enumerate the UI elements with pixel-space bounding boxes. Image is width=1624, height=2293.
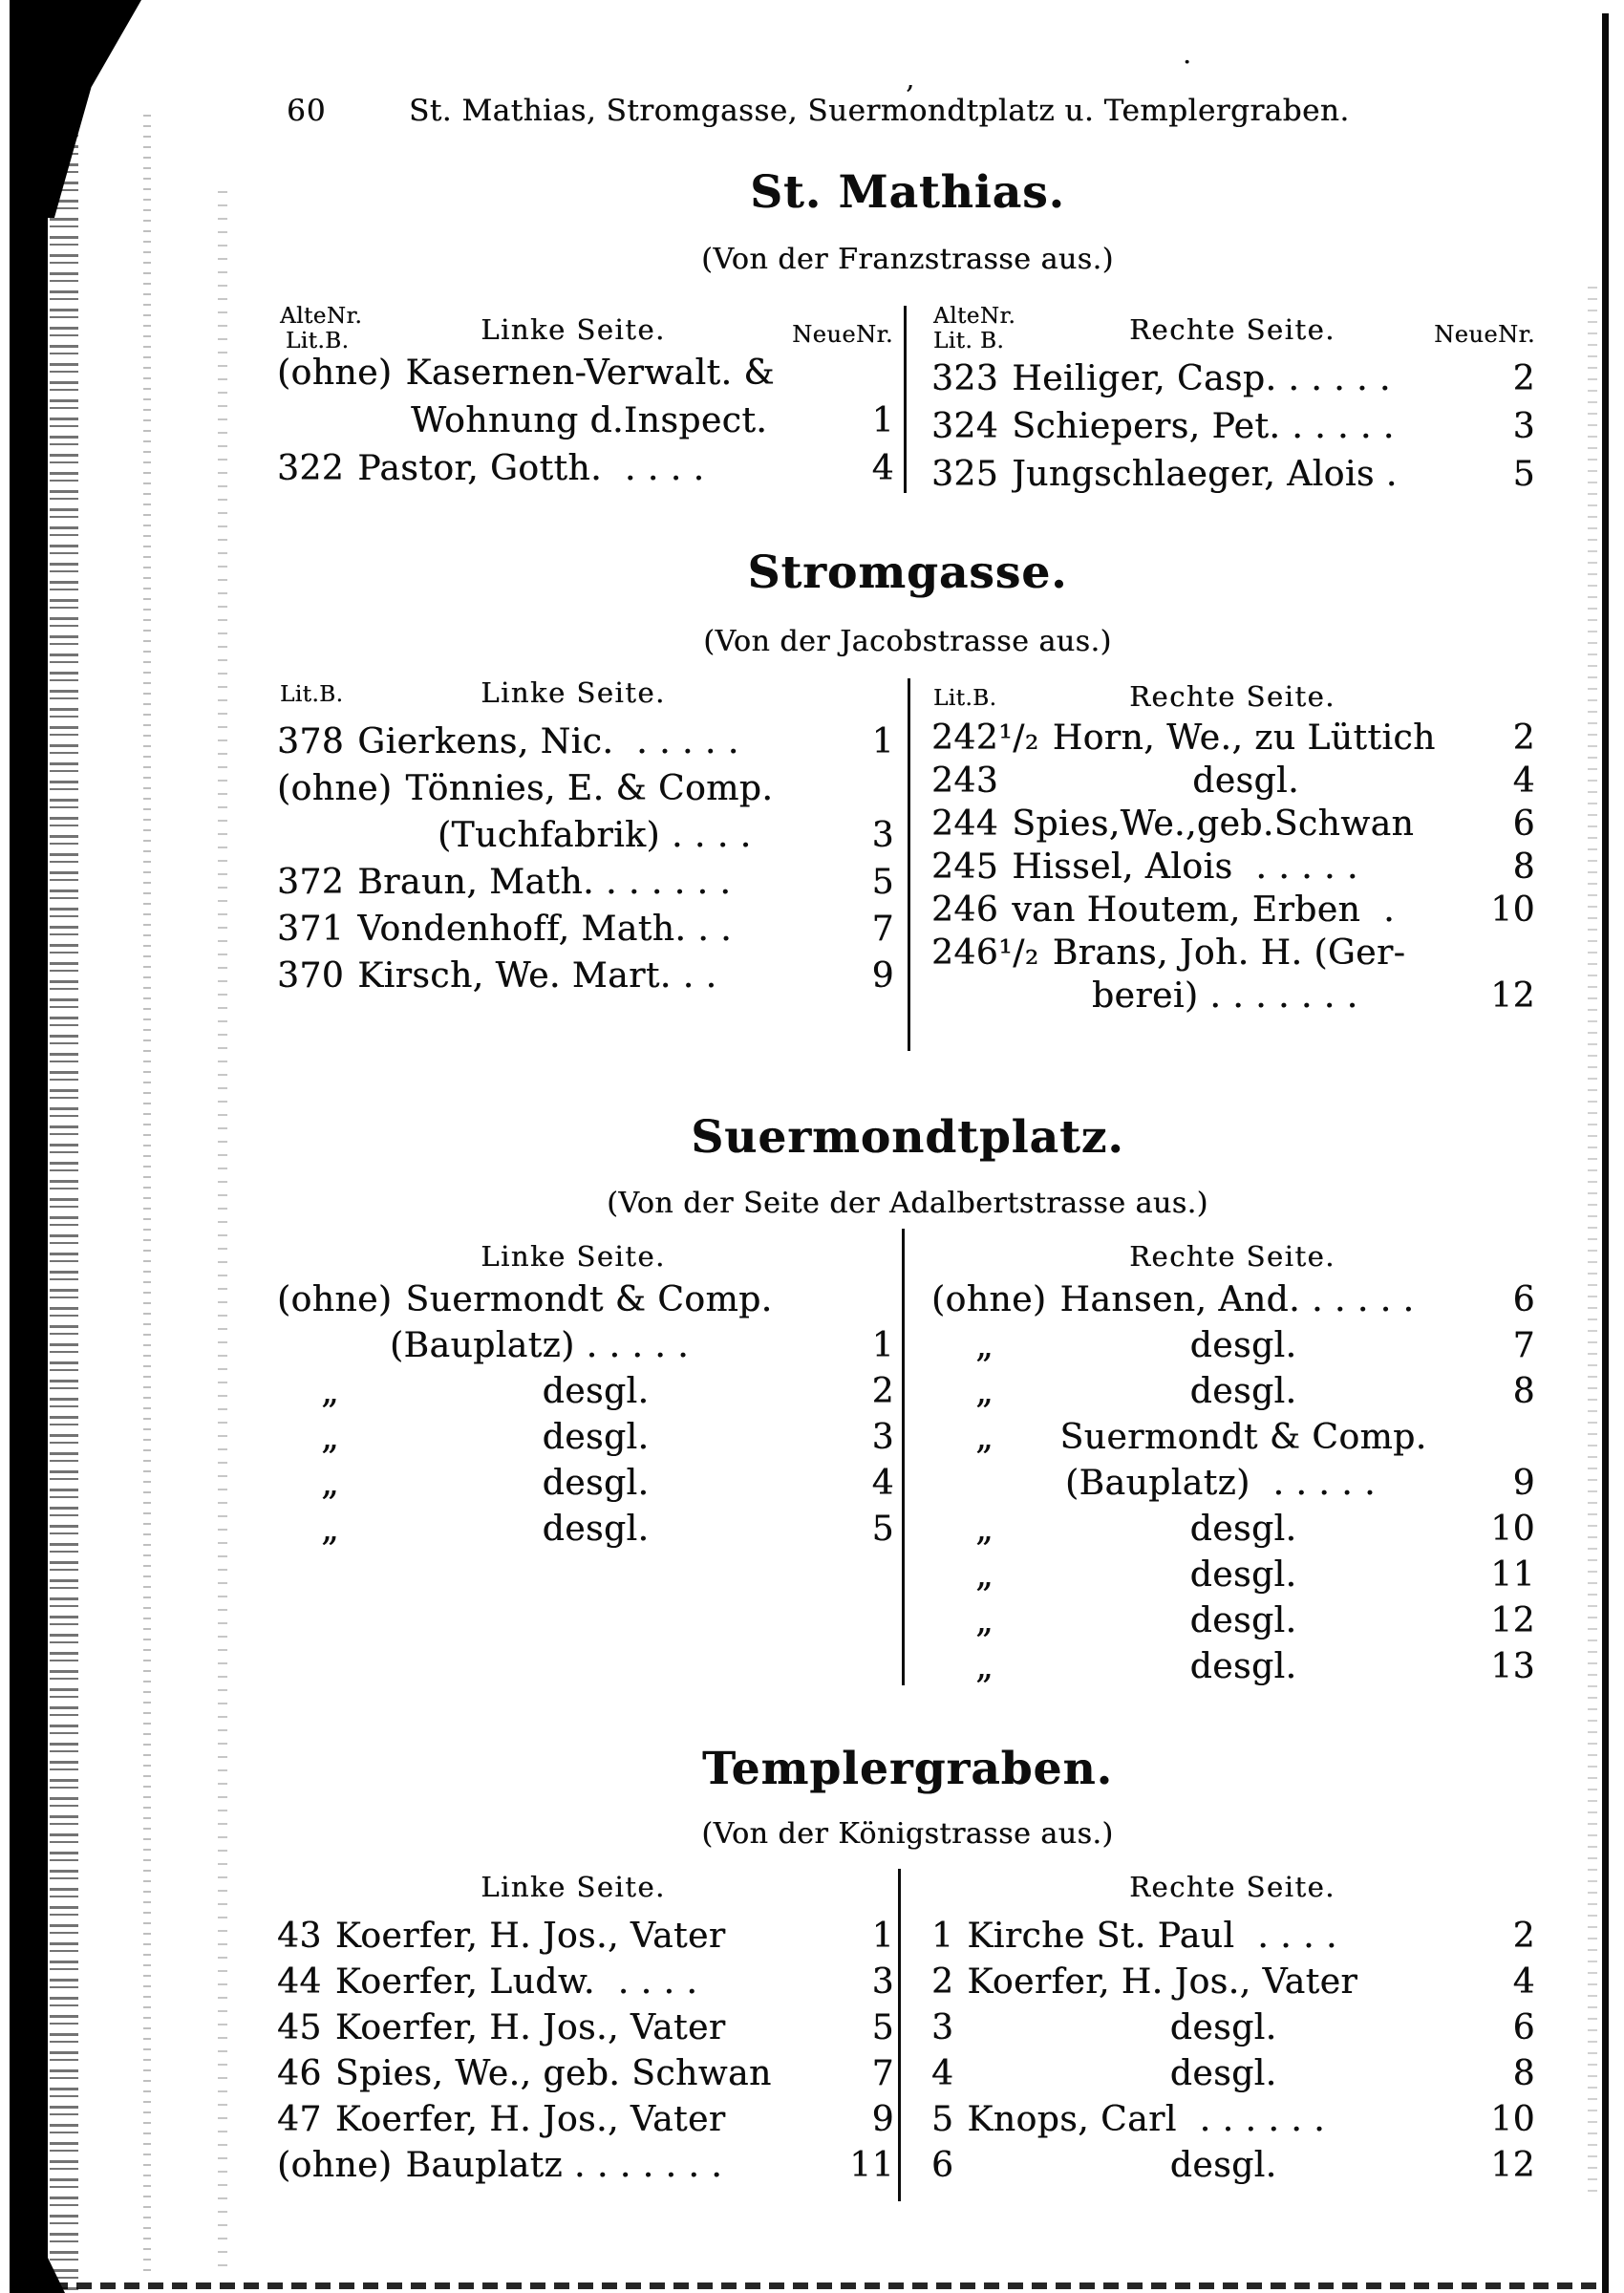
col-header-linke-seite: Linke Seite.	[481, 313, 666, 346]
resident-name: desgl.	[1189, 1326, 1297, 1365]
new-number: 11	[1490, 1555, 1535, 1595]
new-number: 3	[1512, 407, 1535, 446]
page-number: 60	[287, 94, 327, 128]
resident-name: Horn, We., zu Lüttich	[1052, 718, 1436, 758]
col-header-altenr-litb	[933, 304, 1015, 354]
resident-name: Suermondt & Comp.	[1059, 1418, 1427, 1457]
section-subtitle: (Von der Jacobstrasse aus.)	[703, 625, 1112, 658]
list-row	[277, 2146, 894, 2192]
ink-speck: ‚	[906, 63, 914, 95]
col-header-neue-nr: NeueNr.	[1434, 321, 1535, 348]
old-number: 4	[931, 2054, 954, 2093]
old-number: 3	[931, 2008, 954, 2047]
list-row	[931, 2100, 1535, 2146]
list-row	[931, 1510, 1535, 1555]
list-row	[277, 863, 894, 910]
old-number: 47	[277, 2100, 322, 2139]
section-subtitle: (Von der Franzstrasse aus.)	[701, 243, 1114, 276]
resident-name: Schiepers, Pet. . . . . .	[1012, 407, 1395, 446]
ditto-mark: „	[975, 1555, 994, 1595]
scan-noise-column	[1588, 287, 1597, 2197]
list-row	[931, 1418, 1535, 1464]
new-number: 2	[1512, 718, 1535, 758]
old-number: 245	[931, 847, 999, 887]
list-row	[931, 407, 1535, 455]
old-number: 244	[931, 804, 999, 844]
resident-name: Koerfer, H. Jos., Vater	[334, 1917, 726, 1956]
column-divider	[898, 1869, 901, 2201]
old-number: 46	[277, 2054, 322, 2093]
ditto-mark: „	[975, 1418, 994, 1457]
list-row	[931, 1917, 1535, 1962]
list-row	[931, 933, 1535, 976]
old-number: 2	[931, 1962, 954, 2002]
scan-noise-bottom	[29, 2282, 1605, 2289]
header-lit-b: Lit.B.	[280, 682, 344, 707]
resident-name: Hansen, And. . . . . .	[1059, 1280, 1415, 1319]
scan-noise-column	[218, 191, 227, 2274]
new-number: 9	[871, 956, 894, 996]
header-alte-nr: AlteNr.	[933, 304, 1016, 329]
list-row	[931, 804, 1535, 847]
list-row	[931, 1601, 1535, 1647]
resident-name: Vondenhoff, Math. . .	[357, 910, 733, 949]
list-row	[277, 1917, 894, 1962]
old-number: 6	[931, 2146, 954, 2185]
resident-name: Koerfer, H. Jos., Vater	[334, 2008, 726, 2047]
list-row	[277, 769, 894, 816]
right-column	[931, 1917, 1535, 2192]
old-number: 378	[277, 722, 345, 761]
section-title-templergraben: Templergraben.	[702, 1743, 1113, 1795]
new-number: 12	[1490, 2146, 1535, 2185]
header-alte-nr: AlteNr.	[280, 304, 363, 329]
new-number: 10	[1490, 2100, 1535, 2139]
new-number: 2	[1512, 1917, 1535, 1956]
resident-name: (Tuchfabrik) . . . .	[438, 816, 752, 855]
resident-name: desgl.	[1169, 2054, 1277, 2093]
resident-name: Heiliger, Casp. . . . . .	[1012, 359, 1391, 398]
col-header-neue-nr: NeueNr.	[792, 321, 893, 348]
header-lit-b: Lit. B.	[933, 329, 1005, 354]
list-row	[931, 847, 1535, 890]
resident-name: desgl.	[1189, 1601, 1297, 1640]
old-number: 246¹/₂	[931, 933, 1039, 973]
resident-name: desgl.	[1189, 1647, 1297, 1686]
new-number: 1	[871, 1326, 894, 1365]
new-number: 4	[1512, 1962, 1535, 2002]
new-number: 9	[871, 2100, 894, 2139]
list-row	[931, 2146, 1535, 2192]
list-row	[931, 890, 1535, 933]
old-number: 243	[931, 761, 999, 801]
resident-name: Kirche St. Paul . . . .	[967, 1917, 1337, 1956]
left-column	[277, 722, 894, 1003]
header-lit-b: Lit.B.	[933, 686, 997, 711]
list-row	[277, 1372, 894, 1418]
list-row	[931, 1555, 1535, 1601]
list-row	[931, 1326, 1535, 1372]
list-row	[931, 761, 1535, 804]
new-number: 6	[1512, 804, 1535, 844]
old-number: (ohne)	[277, 2146, 393, 2185]
resident-name: Kirsch, We. Mart. . .	[357, 956, 717, 996]
resident-name: (Bauplatz) . . . . .	[390, 1326, 690, 1365]
resident-name: (Bauplatz) . . . . .	[1065, 1464, 1377, 1503]
new-number: 1	[871, 401, 894, 440]
new-number: 8	[1512, 2054, 1535, 2093]
page-edge-line-right	[1602, 13, 1609, 2293]
resident-name: Tönnies, E. & Comp.	[405, 769, 774, 808]
resident-name: berei) . . . . . . .	[1092, 976, 1358, 1016]
list-row	[277, 2100, 894, 2146]
new-number: 1	[871, 1917, 894, 1956]
new-number: 5	[1512, 455, 1535, 494]
section-subtitle: (Von der Königstrasse aus.)	[701, 1817, 1114, 1851]
ditto-mark: „	[975, 1647, 994, 1686]
ditto-mark: „	[975, 1372, 994, 1411]
ditto-mark: „	[975, 1326, 994, 1365]
section-title-suermondtplatz: Suermondtplatz.	[691, 1111, 1124, 1164]
resident-name: desgl.	[1189, 1555, 1297, 1595]
new-number: 3	[871, 1418, 894, 1457]
right-column	[931, 718, 1535, 1019]
new-number: 10	[1490, 890, 1535, 930]
right-column	[931, 359, 1535, 503]
old-number: 1	[931, 1917, 954, 1956]
resident-name: Knops, Carl . . . . . .	[967, 2100, 1326, 2139]
old-number: 372	[277, 863, 345, 902]
new-number: 3	[871, 1962, 894, 2002]
list-row	[931, 718, 1535, 761]
list-row	[277, 2054, 894, 2100]
old-number: 370	[277, 956, 345, 996]
list-row	[931, 455, 1535, 503]
new-number: 8	[1512, 847, 1535, 887]
resident-name: Brans, Joh. H. (Ger-	[1052, 933, 1406, 973]
new-number: 7	[871, 910, 894, 949]
list-row	[277, 1326, 894, 1372]
ditto-mark: „	[321, 1464, 340, 1503]
resident-name: Koerfer, H. Jos., Vater	[334, 2100, 726, 2139]
resident-name: desgl.	[1192, 761, 1300, 801]
col-header-altenr-litb	[280, 304, 362, 354]
running-title: St. Mathias, Stromgasse, Suermondtplatz u. Templergraben.	[409, 94, 1350, 128]
list-row	[277, 354, 894, 401]
col-header-rechte-seite: Rechte Seite.	[1129, 680, 1336, 713]
resident-name: desgl.	[1169, 2008, 1277, 2047]
list-row	[277, 956, 894, 1003]
list-row	[931, 1372, 1535, 1418]
list-row	[277, 1510, 894, 1555]
new-number: 13	[1490, 1647, 1535, 1686]
col-header-linke-seite: Linke Seite.	[481, 1871, 666, 1903]
section-title-st-mathias: St. Mathias.	[750, 166, 1065, 219]
old-number: 246	[931, 890, 999, 930]
resident-name: desgl.	[542, 1510, 650, 1549]
new-number: 6	[1512, 1280, 1535, 1319]
list-row	[277, 1464, 894, 1510]
resident-name: desgl.	[542, 1418, 650, 1457]
resident-name: desgl.	[542, 1372, 650, 1411]
section-title-stromgasse: Stromgasse.	[747, 546, 1068, 599]
section-subtitle: (Von der Seite der Adalbertstrasse aus.)	[607, 1187, 1208, 1220]
ditto-mark: „	[321, 1510, 340, 1549]
new-number: 11	[849, 2146, 894, 2185]
resident-name: Koerfer, H. Jos., Vater	[967, 1962, 1358, 2002]
resident-name: Spies, We., geb. Schwan	[334, 2054, 772, 2093]
resident-name: Koerfer, Ludw. . . . .	[334, 1962, 698, 2002]
new-number: 5	[871, 2008, 894, 2047]
resident-name: desgl.	[542, 1464, 650, 1503]
new-number: 6	[1512, 2008, 1535, 2047]
new-number: 10	[1490, 1510, 1535, 1549]
ditto-mark: „	[321, 1418, 340, 1457]
left-column	[277, 354, 894, 497]
col-header-rechte-seite: Rechte Seite.	[1129, 313, 1336, 346]
new-number: 12	[1490, 1601, 1535, 1640]
resident-name: desgl.	[1169, 2146, 1277, 2185]
resident-name: Suermondt & Comp.	[405, 1280, 773, 1319]
new-number: 1	[871, 722, 894, 761]
ditto-mark: „	[975, 1510, 994, 1549]
list-row	[931, 2054, 1535, 2100]
resident-name: Bauplatz . . . . . . .	[405, 2146, 723, 2185]
new-number: 5	[871, 863, 894, 902]
resident-name: van Houtem, Erben .	[1012, 890, 1396, 930]
resident-name: Jungschlaeger, Alois .	[1012, 455, 1398, 494]
new-number: 12	[1490, 976, 1535, 1016]
ditto-mark: „	[321, 1372, 340, 1411]
column-divider	[904, 306, 907, 493]
list-row	[277, 722, 894, 769]
column-divider	[908, 678, 910, 1051]
resident-name: Spies,We.,geb.Schwan	[1012, 804, 1415, 844]
old-number: 242¹/₂	[931, 718, 1039, 758]
list-row	[931, 2008, 1535, 2054]
list-row	[931, 1464, 1535, 1510]
old-number: 5	[931, 2100, 954, 2139]
list-row	[931, 1647, 1535, 1693]
scan-noise-column	[143, 115, 151, 2274]
new-number: 7	[871, 2054, 894, 2093]
resident-name: Kasernen-Verwalt. &	[405, 354, 775, 393]
col-header-linke-seite: Linke Seite.	[481, 676, 666, 709]
old-number: 322	[277, 449, 345, 488]
list-row	[277, 1418, 894, 1464]
resident-name: Braun, Math. . . . . . .	[357, 863, 732, 902]
old-number: (ohne)	[277, 1280, 393, 1319]
old-number: (ohne)	[277, 769, 393, 808]
old-number: 43	[277, 1917, 322, 1956]
left-column	[277, 1917, 894, 2192]
new-number: 8	[1512, 1372, 1535, 1411]
list-row	[277, 449, 894, 497]
col-header-rechte-seite: Rechte Seite.	[1129, 1240, 1336, 1273]
old-number: 323	[931, 359, 999, 398]
list-row	[931, 359, 1535, 407]
list-row	[277, 1280, 894, 1326]
list-row	[277, 1962, 894, 2008]
list-row	[277, 2008, 894, 2054]
list-row	[931, 976, 1535, 1019]
right-column	[931, 1280, 1535, 1693]
new-number: 4	[871, 1464, 894, 1503]
new-number: 5	[871, 1510, 894, 1549]
old-number: 325	[931, 455, 999, 494]
old-number: 371	[277, 910, 345, 949]
resident-name: Gierkens, Nic. . . . . .	[357, 722, 739, 761]
new-number: 2	[871, 1372, 894, 1411]
resident-name: desgl.	[1189, 1372, 1297, 1411]
scan-noise-column	[50, 0, 78, 2293]
list-row	[277, 910, 894, 956]
new-number: 4	[871, 449, 894, 488]
resident-name: Wohnung d.Inspect.	[411, 401, 768, 440]
new-number: 3	[871, 816, 894, 855]
resident-name: desgl.	[1189, 1510, 1297, 1549]
resident-name: Hissel, Alois . . . . .	[1012, 847, 1358, 887]
ink-speck: .	[1183, 38, 1191, 70]
old-number: 324	[931, 407, 999, 446]
list-row	[277, 816, 894, 863]
old-number: 45	[277, 2008, 322, 2047]
ditto-mark: „	[975, 1601, 994, 1640]
new-number: 9	[1512, 1464, 1535, 1503]
new-number: 4	[1512, 761, 1535, 801]
old-number: 44	[277, 1962, 322, 2002]
header-lit-b: Lit.B.	[286, 329, 350, 354]
new-number: 2	[1512, 359, 1535, 398]
list-row	[931, 1962, 1535, 2008]
old-number: (ohne)	[931, 1280, 1047, 1319]
list-row	[931, 1280, 1535, 1326]
col-header-rechte-seite: Rechte Seite.	[1129, 1871, 1336, 1903]
new-number: 7	[1512, 1326, 1535, 1365]
old-number: (ohne)	[277, 354, 393, 393]
left-column	[277, 1280, 894, 1555]
resident-name: Pastor, Gotth. . . . .	[357, 449, 705, 488]
list-row	[277, 401, 894, 449]
binding-shadow-left	[10, 0, 48, 2293]
col-header-linke-seite: Linke Seite.	[481, 1240, 666, 1273]
column-divider	[902, 1229, 905, 1685]
